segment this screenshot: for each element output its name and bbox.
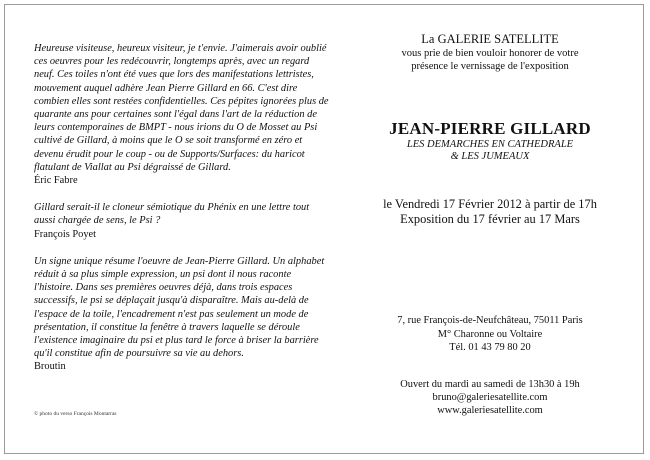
- gallery-name: La GALERIE SATELLITE: [421, 32, 559, 46]
- artist-name: JEAN-PIERRE GILLARD: [389, 119, 591, 138]
- quote-author: François Poyet: [34, 228, 97, 240]
- opening-date: le Vendredi 17 Février 2012 à partir de 17h: [383, 197, 597, 211]
- invite-line: vous prie de bien vouloir honorer de votre: [401, 48, 579, 59]
- quote-author: Broutin: [34, 361, 66, 373]
- address-line: 7, rue François-de-Neufchâteau, 75011 Paris: [397, 315, 583, 326]
- quotes-column: [34, 42, 329, 388]
- quote-text: Un signe unique résume l'oeuvre de Jean-Pierre Gillard. Un alphabet réduit à sa plus simple expression, un psi dont il nous raconte l'histoire. Dans ses premières oeuvres déjà, dans trois espaces successifs, le psi se déplaçait jusqu'à disparaître. Mais au-delà de l'espace de la toile, l'encadrement n'est pas seulement un mode de présentation, il constitue la fenêtre à travers laquelle se déroule l'existence imaginaire du psi et plus tard le force à briser la barrière qu'il constitue afin de poursuivre sa vie au dehors.: [34, 255, 325, 360]
- exhibition-title: & LES JUMEAUX: [450, 151, 530, 162]
- contact-block: [355, 378, 625, 417]
- email-text: bruno@galeriesatellite.com: [432, 392, 548, 403]
- gallery-address: [355, 314, 625, 355]
- exhibition-dates: Exposition du 17 février au 17 Mars: [400, 212, 580, 226]
- phone-line: Tél. 01 43 79 80 20: [449, 342, 531, 353]
- invitation-card: [4, 4, 644, 454]
- website-text: www.galeriesatellite.com: [437, 405, 543, 416]
- quote-block: [34, 201, 329, 241]
- photo-credit: © photo du verso François Montarras: [34, 411, 117, 417]
- opening-hours: Ouvert du mardi au samedi de 13h30 à 19h: [400, 379, 580, 390]
- metro-line: M° Charonne ou Voltaire: [437, 328, 543, 340]
- quote-text: Gillard serait-il le cloneur sémiotique du Phénix en une lettre tout aussi chargée de sens, le Psi ?: [34, 202, 310, 227]
- invite-line: présence le vernissage de l'exposition: [411, 61, 569, 72]
- invitation-column: [355, 31, 625, 227]
- quote-text: Heureuse visiteuse, heureux visiteur, je t'envie. J'aimerais avoir oublié ces oeuvres pour les redécouvrir, longtemps après, avec un regard neuf. Ces toiles n'ont été vues que lors des manifestations lettristes, mouvement auquel adhère Jean Pierre Gillard en 66. C'est dire combien elles sont restées confidentielles. Ces pépites ignorées plus de quarante ans pour certaines sont l'égal dans l'art de la réduction de leurs contemporaines de BMPT - nous irions du O de Mosset au Psi cultivé de Gillard, à moins que le O se soit transformé en zéro et devenu érudit pour le coup - ou de Supports/Surfaces: du haricot flatulant de Viallat au Psi dégraissé de Gillard.: [34, 43, 329, 173]
- quote-block: [34, 42, 329, 187]
- quote-block: [34, 255, 329, 374]
- exhibition-title: LES DEMARCHES EN CATHEDRALE: [406, 139, 574, 150]
- quote-author: Éric Fabre: [34, 175, 78, 187]
